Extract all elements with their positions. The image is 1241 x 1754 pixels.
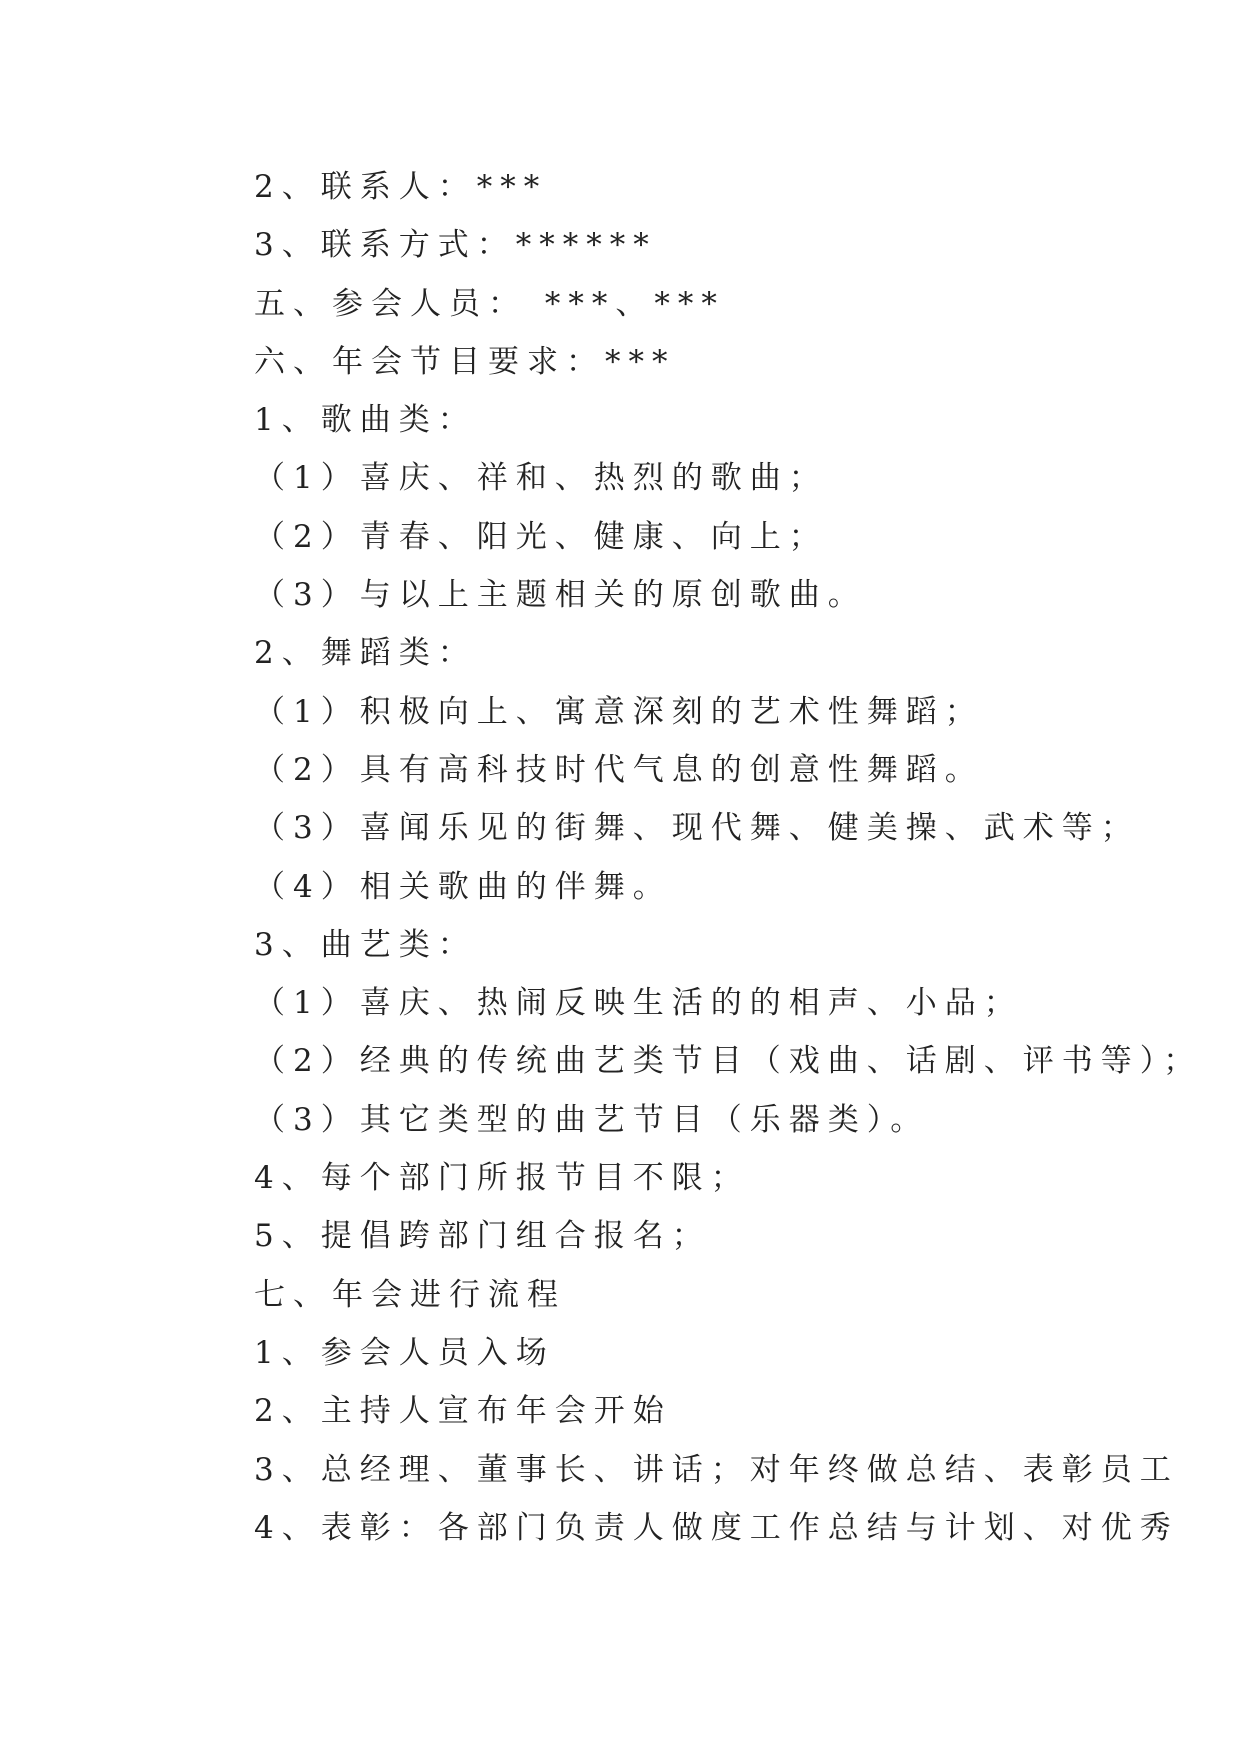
agenda-item-2: 2、主持人宣布年会开始 bbox=[254, 1393, 672, 1430]
folk-art-item-2: （2）经典的传统曲艺类节目（戏曲、话剧、评书等）； bbox=[254, 1043, 1203, 1080]
contact-method-line: 3、联系方式：****** bbox=[254, 227, 657, 264]
folk-art-category-heading: 3、曲艺类： bbox=[254, 926, 477, 963]
dance-item-3: （3）喜闻乐见的街舞、现代舞、健美操、武术等； bbox=[254, 810, 1140, 847]
songs-item-1: （1）喜庆、祥和、热烈的歌曲； bbox=[254, 460, 828, 497]
dance-item-4: （4）相关歌曲的伴舞。 bbox=[254, 868, 672, 905]
agenda-item-1: 1、参会人员入场 bbox=[254, 1334, 555, 1371]
agenda-item-3: 3、总经理、董事长、讲话；对年终做总结、表彰员工 bbox=[254, 1451, 1179, 1488]
folk-art-item-3: （3）其它类型的曲艺节目（乐器类）。 bbox=[254, 1101, 930, 1138]
dance-category-heading: 2、舞蹈类： bbox=[254, 635, 477, 672]
document-body bbox=[254, 158, 1203, 1557]
department-program-limit-line: 4、每个部门所报节目不限； bbox=[254, 1160, 750, 1197]
section-attendees-heading: 五、参会人员： ***、*** bbox=[254, 285, 725, 322]
agenda-item-4: 4、表彰：各部门负责人做度工作总结与计划、对优秀 bbox=[254, 1509, 1179, 1546]
songs-item-2: （2）青春、阳光、健康、向上； bbox=[254, 518, 828, 555]
section-program-requirements-heading: 六、年会节目要求：*** bbox=[254, 343, 676, 380]
cross-department-signup-line: 5、提倡跨部门组合报名； bbox=[254, 1218, 711, 1255]
dance-item-1: （1）积极向上、寓意深刻的艺术性舞蹈； bbox=[254, 693, 984, 730]
dance-item-2: （2）具有高科技时代气息的创意性舞蹈。 bbox=[254, 751, 984, 788]
songs-category-heading: 1、歌曲类： bbox=[254, 402, 477, 439]
section-agenda-heading: 七、年会进行流程 bbox=[254, 1276, 566, 1313]
contact-person-line: 2、联系人：*** bbox=[254, 169, 548, 205]
songs-item-3: （3）与以上主题相关的原创歌曲。 bbox=[254, 577, 867, 614]
folk-art-item-1: （1）喜庆、热闹反映生活的的相声、小品； bbox=[254, 985, 1023, 1022]
